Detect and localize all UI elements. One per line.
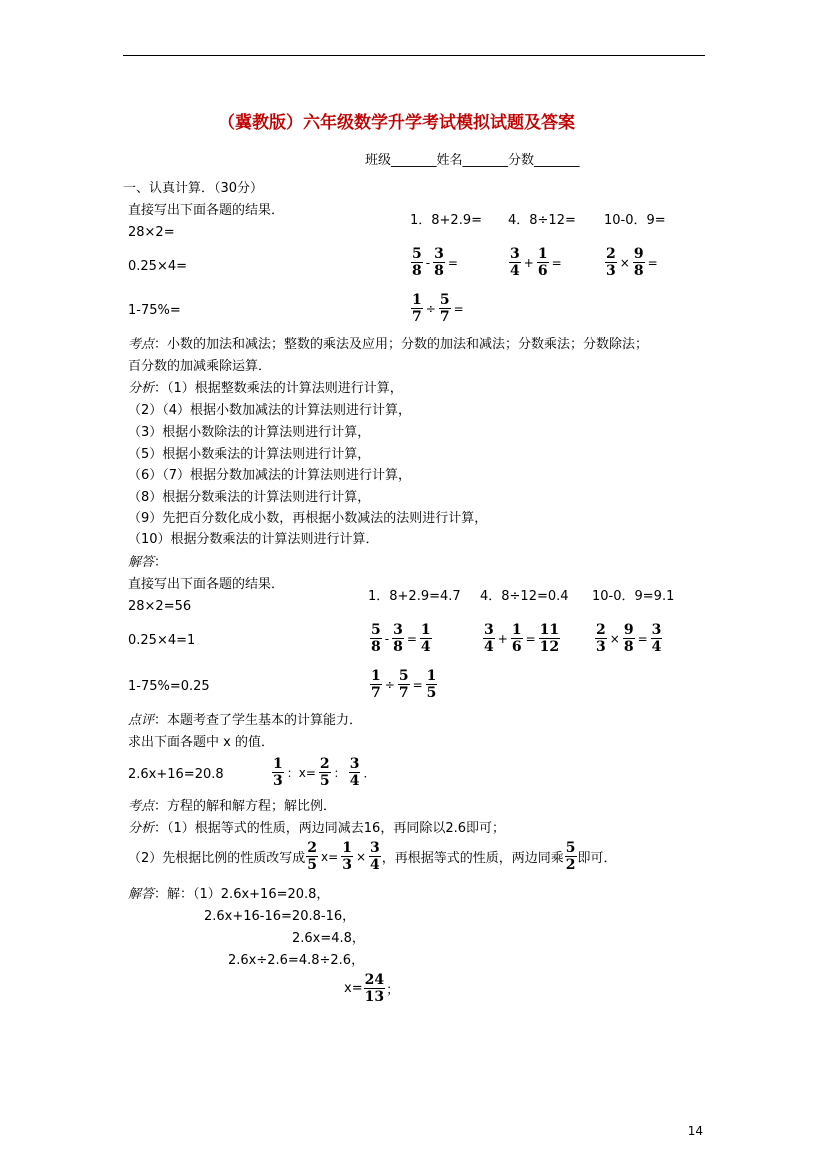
question-5: 0.25×4= (128, 259, 188, 274)
jieda-label: 解答： (128, 555, 168, 570)
answer-9: 1-75%=0.25 (128, 679, 210, 694)
fenxi-line-4: （5）根据小数乘法的计算法则进行计算， (128, 447, 371, 462)
equation-2: $\frac{1}{3}$ ：x= $\frac{2}{5}$ ： $\frac{3}{4}$ ． (273, 756, 376, 789)
answer-8: $\frac{2}{3}$ × $\frac{9}{8}$ = $\frac{3}{4}$ (596, 622, 662, 655)
fenxi-line-2: （2）（4）根据小数加减法的计算法则进行计算， (128, 403, 412, 418)
jieda-line-s2: 解答：解：（1）2.6x+16=20.8， (128, 887, 330, 902)
equation-1: 2.6x+16=20.8 (128, 767, 224, 782)
fenxi-line-8: （10）根据分数乘法的计算法则进行计算． (128, 532, 379, 547)
solution-step-1: 2.6x+16-16=20.8-16， (204, 909, 356, 924)
answer-1: 28×2=56 (128, 599, 192, 614)
page-number: 14 (687, 1124, 703, 1138)
question-9: 1-75%= (128, 303, 181, 318)
fenxi-line-1: 分析：（1）根据整数乘法的计算法则进行计算， (128, 381, 403, 396)
question-1: 28×2= (128, 225, 175, 240)
answer-3: 4．8÷12=0.4 (480, 589, 569, 604)
answer-4: 10-0．9=9.1 (592, 589, 675, 604)
answer-intro: 直接写出下面各题的结果． (128, 577, 285, 592)
fenxi-line-s2-1: 分析：（1）根据等式的性质，两边同减去16，再同除以2.6即可； (128, 821, 506, 836)
section-heading: 一、认真计算．（30分） (123, 181, 264, 196)
answer-5: 0.25×4=1 (128, 633, 196, 648)
fenxi-line-3: （3）根据小数除法的计算法则进行计算， (128, 425, 371, 440)
answer-2: 1．8+2.9=4.7 (368, 589, 461, 604)
header-rule (123, 55, 705, 56)
fenxi-line-7: （9）先把百分数化成小数，再根据小数减法的法则进行计算， (128, 511, 488, 526)
question-6: $\frac{5}{8}$ - $\frac{3}{8}$ = (412, 246, 458, 279)
section2-intro: 求出下面各题中 x 的值． (128, 735, 274, 750)
question-7: $\frac{3}{4}$ + $\frac{1}{6}$ = (510, 246, 562, 279)
kaodian-line-2: 百分数的加减乘除运算． (128, 359, 272, 374)
solution-step-3: 2.6x÷2.6=4.8÷2.6， (228, 953, 365, 968)
question-8: $\frac{2}{3}$ × $\frac{9}{8}$ = (606, 246, 658, 279)
question-2: 1．8+2.9= (410, 213, 483, 228)
question-10: $\frac{1}{7}$ ÷ $\frac{5}{7}$ = (412, 292, 464, 325)
student-info-line: 班级_______姓名_______分数_______ (365, 153, 580, 168)
answer-10: $\frac{1}{7}$ ÷ $\frac{5}{7}$ = $\frac{1}{5}$ (371, 668, 437, 701)
question-3: 4．8÷12= (508, 213, 576, 228)
fenxi-line-6: （8）根据分数乘法的计算法则进行计算， (128, 490, 371, 505)
kaodian-line-s2: 考点：方程的解和解方程；解比例． (128, 799, 337, 814)
question-intro: 直接写出下面各题的结果． (128, 203, 285, 218)
answer-6: $\frac{5}{8}$ - $\frac{3}{8}$ = $\frac{1}{4}$ (371, 622, 431, 655)
dianping-line: 点评：本题考查了学生基本的计算能力． (128, 713, 363, 728)
fenxi-line-5: （6）（7）根据分数加减法的计算法则进行计算， (128, 468, 412, 483)
solution-final: x= $\frac{24}{13}$ ； (344, 972, 400, 1005)
kaodian-line: 考点：小数的加法和减法；整数的乘法及应用；分数的加法和减法；分数乘法；分数除法； (128, 337, 649, 352)
fenxi-line-s2-2: （2）先根据比例的性质改写成 $\frac{2}{5}$ x= $\frac{1}{3}$ × $\frac{3}{4}$ ，再根据等式的性质，两边同乘 $\frac{5}{2}$ 即可． (128, 840, 617, 873)
page-title: （冀教版）六年级数学升学考试模拟试题及答案 (218, 113, 575, 133)
solution-step-2: 2.6x=4.8， (292, 931, 365, 946)
question-4: 10-0．9= (604, 213, 666, 228)
answer-7: $\frac{3}{4}$ + $\frac{1}{6}$ = $\frac{11}{12}$ (484, 622, 560, 655)
